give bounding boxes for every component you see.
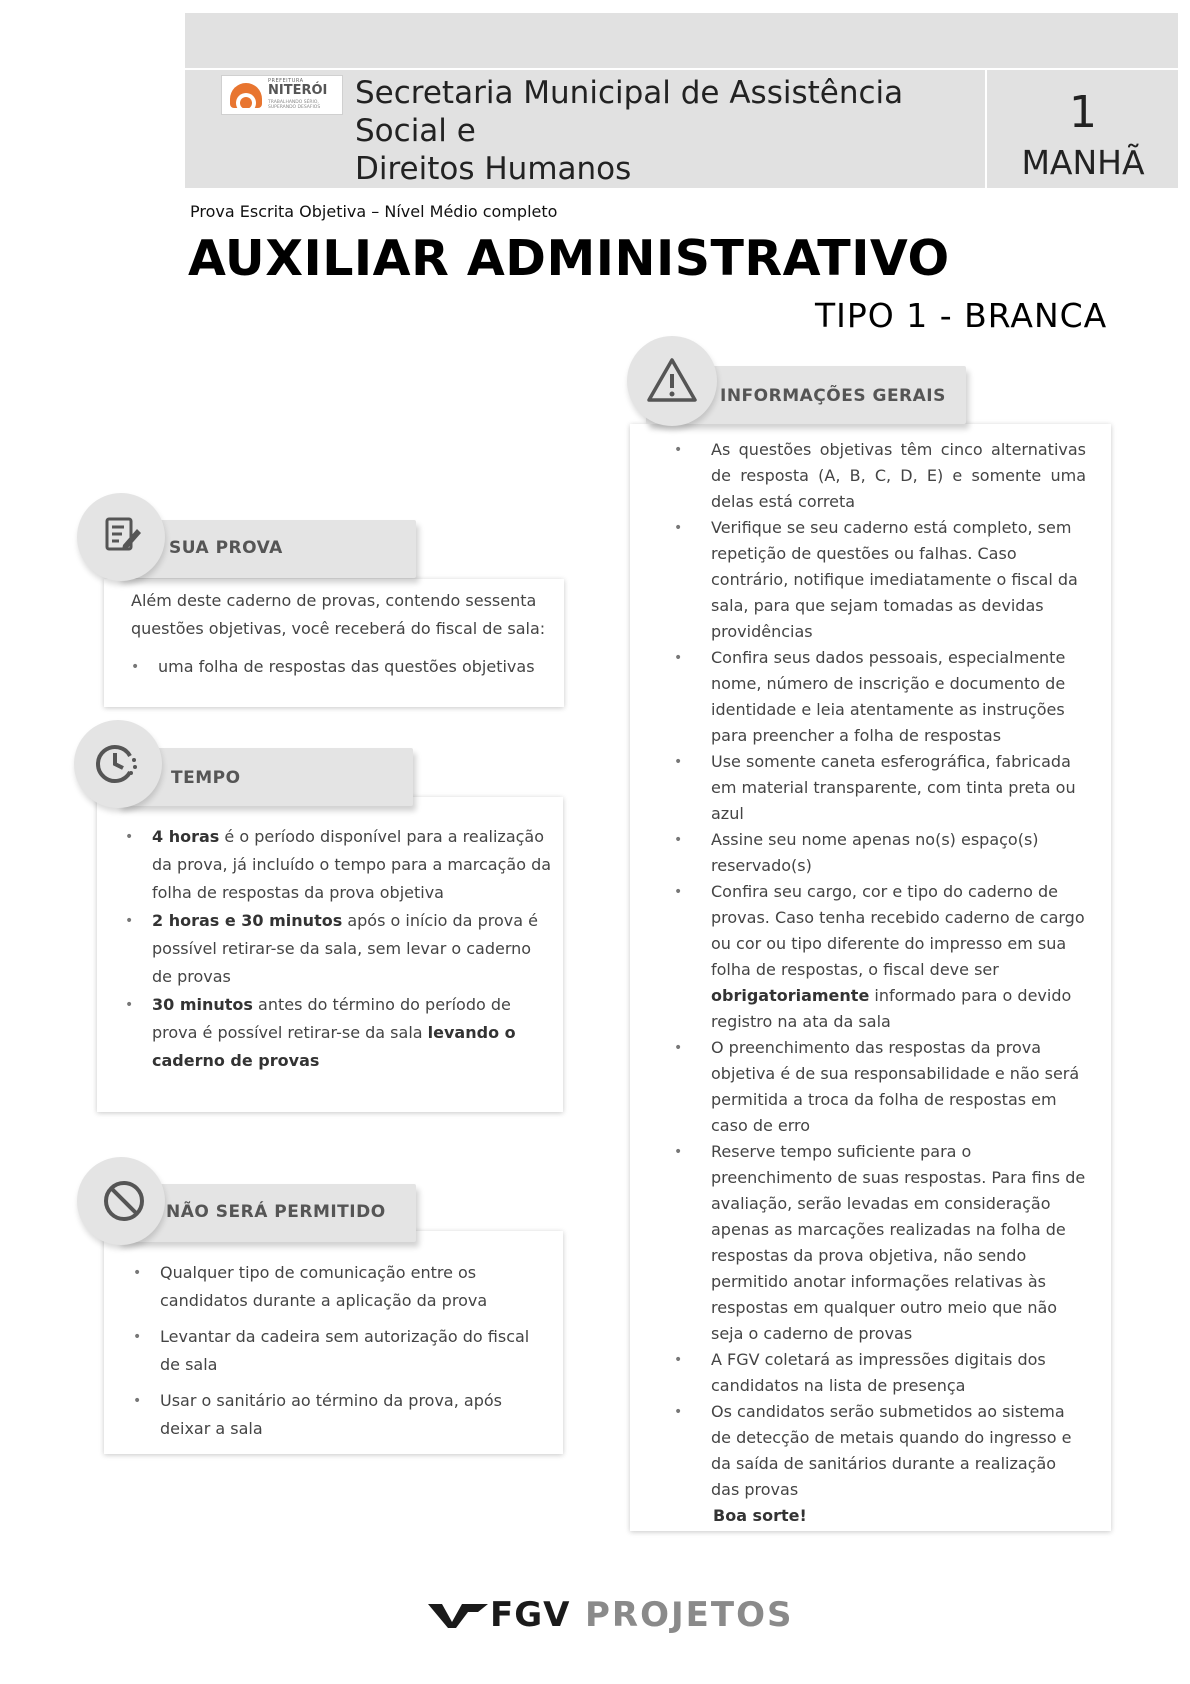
- header-vertical-divider: [985, 70, 987, 188]
- informacoes-heading: INFORMAÇÕES GERAIS: [720, 386, 946, 406]
- informacoes-content: [676, 437, 1086, 1529]
- list-item: • Confira seus dados pessoais, especialmente nome, número de inscrição e documento de identidade e leia atentamente as instruções para preencher a folha de respostas: [674, 645, 1086, 749]
- list-item: • Assine seu nome apenas no(s) espaço(s) reservado(s): [674, 827, 1086, 879]
- sua-prova-content: [131, 587, 551, 681]
- secretaria-line-1: Secretaria Municipal de Assistência Social e: [355, 75, 904, 149]
- logo-tagline-text: TRABALHANDO SÉRIO, SUPERANDO DESAFIOS: [268, 100, 321, 110]
- tempo-content: [125, 823, 553, 1075]
- sua-prova-heading: SUA PROVA: [169, 538, 283, 558]
- exam-subtitle: Prova Escrita Objetiva – Nível Médio completo: [190, 202, 558, 221]
- warning-icon: [627, 336, 717, 426]
- list-item: • Levantar da cadeira sem autorização do fiscal de sala: [133, 1323, 553, 1379]
- edit-document-icon: [77, 493, 165, 581]
- nao-permitido-heading: NÃO SERÁ PERMITIDO: [166, 1202, 386, 1222]
- list-item: • Os candidatos serão submetidos ao sistema de detecção de metais quando do ingresso e da saída de sanitários durante a realização das provas: [674, 1399, 1086, 1503]
- nao-permitido-icon-circle: [77, 1157, 165, 1245]
- list-item: • Use somente caneta esferográfica, fabricada em material transparente, com tinta preta ou azul: [674, 749, 1086, 827]
- niteroi-logo-icon: [230, 83, 262, 108]
- list-item: • 4 horas é o período disponível para a realização da prova, já incluído o tempo para a marcação da folha de respostas da prova objetiva: [125, 823, 553, 907]
- prohibited-icon: [77, 1157, 165, 1245]
- footer-fgv: FGV: [490, 1595, 571, 1635]
- tempo-icon-circle: [74, 720, 162, 808]
- list-item: • A FGV coletará as impressões digitais dos candidatos na lista de presença: [674, 1347, 1086, 1399]
- logo-name-text: NITERÓI: [268, 83, 328, 98]
- turno-label: MANHÃ: [1021, 143, 1145, 182]
- secretaria-line-2: Direitos Humanos: [355, 151, 632, 187]
- sua-prova-intro: Além deste caderno de provas, contendo sessenta questões objetivas, você receberá do fiscal de sala:: [131, 591, 546, 638]
- exam-type: TIPO 1 - BRANCA: [815, 296, 1108, 335]
- sua-prova-icon-circle: [77, 493, 165, 581]
- logo-prefeitura-text: PREFEITURA: [268, 78, 304, 84]
- caderno-number: 1: [1069, 87, 1097, 138]
- list-item: • Reserve tempo suficiente para o preenchimento de suas respostas. Para fins de avaliação, serão levadas em consideração apenas as marcações realizadas na folha de respostas da prova objetiva, não sendo permitido anotar informações relativas às respostas em qualquer outro meio que não seja o caderno de provas: [674, 1139, 1086, 1347]
- list-item: • Usar o sanitário ao término da prova, após deixar a sala: [133, 1387, 553, 1443]
- secretaria-title: [355, 74, 975, 188]
- niteroi-logo: [221, 75, 343, 115]
- tempo-heading: TEMPO: [171, 768, 241, 788]
- list-item: • O preenchimento das respostas da prova objetiva é de sua responsabilidade e não será permitida a troca da folha de respostas em caso de erro: [674, 1035, 1086, 1139]
- list-item: • Verifique se seu caderno está completo, sem repetição de questões ou falhas. Caso contrário, notifique imediatamente o fiscal da sala, para que sejam tomadas as devidas providências: [674, 515, 1086, 645]
- nao-permitido-content: [133, 1259, 553, 1443]
- list-item: • 2 horas e 30 minutos após o início da prova é possível retirar-se da sala, sem levar o caderno de provas: [125, 907, 553, 991]
- clock-icon: [74, 720, 162, 808]
- list-item: • 30 minutos antes do término do período de prova é possível retirar-se da sala levando o caderno de provas: [125, 991, 553, 1075]
- fgv-logo-icon: [428, 1600, 488, 1630]
- list-item: • Confira seu cargo, cor e tipo do caderno de provas. Caso tenha recebido caderno de cargo ou cor ou tipo diferente do impresso em sua folha de respostas, o fiscal deve ser obrigatoriamente informado para o devido registro na ata da sala: [674, 879, 1086, 1035]
- informacoes-icon-circle: [627, 336, 717, 426]
- closing-text: Boa sorte!: [713, 1506, 807, 1525]
- header-divider-line: [185, 68, 1178, 70]
- page-title: AUXILIAR ADMINISTRATIVO: [188, 230, 950, 287]
- list-item: • Qualquer tipo de comunicação entre os candidatos durante a aplicação da prova: [133, 1259, 553, 1315]
- list-item: • uma folha de respostas das questões objetivas: [131, 653, 551, 681]
- footer-projetos: PROJETOS: [585, 1595, 794, 1635]
- tempo-tab: [118, 748, 413, 806]
- list-item: • As questões objetivas têm cinco alternativas de resposta (A, B, C, D, E) e somente uma delas está correta: [674, 437, 1086, 515]
